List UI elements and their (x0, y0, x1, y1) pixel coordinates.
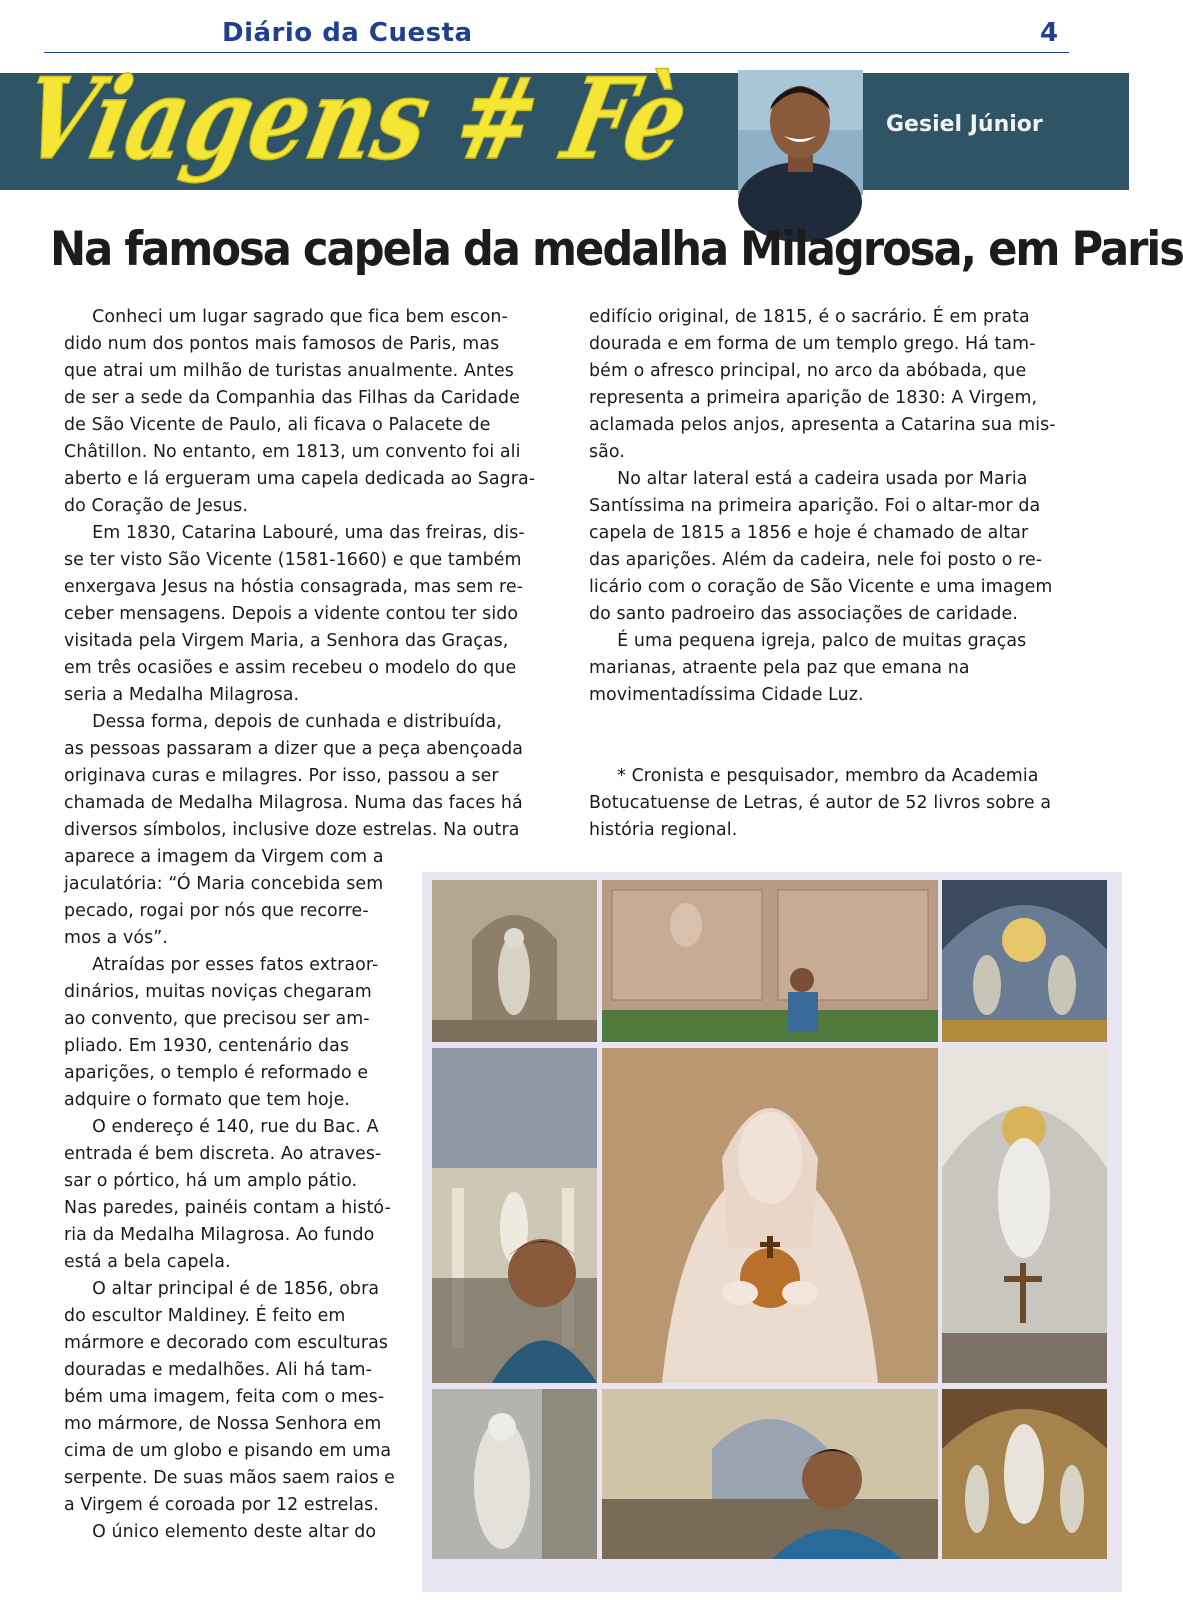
chapel-nave-selfie-photo (602, 1389, 938, 1559)
article-line: licário com o coração de São Vicente e uma imagem (589, 577, 1053, 597)
article-line: em três ocasiões e assim recebeu o modelo do que (64, 658, 517, 678)
article-line: originava curas e milagres. Por isso, passou a ser (64, 766, 499, 786)
article-line: do escultor Maldiney. É feito em (64, 1306, 346, 1326)
article-line: aberto e lá ergueram uma capela dedicada ao Sagra- (64, 469, 536, 489)
article-line (589, 709, 1079, 736)
article-line: do Coração de Jesus. (64, 496, 248, 516)
article-line: aclamada pelos anjos, apresenta a Catarina sua mis- (589, 415, 1056, 435)
chapel-interior-selfie-photo (432, 1048, 597, 1383)
article-line: douradas e medalhões. Ali há tam- (64, 1360, 372, 1380)
article-line: adquire o formato que tem hoje. (64, 1090, 351, 1110)
article-column-1 (64, 304, 544, 844)
article-line: No altar lateral está a cadeira usada por Maria (589, 469, 1028, 489)
article-line: bém o afresco principal, no arco da abóbada, que (589, 361, 1027, 381)
article-line: de São Vicente de Paulo, ali ficava o Palacete de (64, 415, 491, 435)
article-line: mo mármore, de Nossa Senhora em (64, 1414, 382, 1434)
article-line: que atrai um milhão de turistas anualmente. Antes (64, 361, 514, 381)
article-line: Nas paredes, painéis contam a histó- (64, 1198, 391, 1218)
article-line: O endereço é 140, rue du Bac. A (64, 1117, 379, 1137)
article-line: ao convento, que precisou ser am- (64, 1009, 370, 1029)
article-line: Botucatuense de Letras, é autor de 52 livros sobre a (589, 793, 1052, 813)
article-line: são. (589, 442, 625, 462)
article-line: ria da Medalha Milagrosa. Ao fundo (64, 1225, 375, 1245)
article-line: Dessa forma, depois de cunhada e distribuída, (64, 712, 502, 732)
article-line: pecado, rogai por nós que recorre- (64, 901, 369, 921)
section-logo (6, 30, 850, 220)
article-line (589, 736, 1079, 763)
article-line: * Cronista e pesquisador, membro da Academia (589, 766, 1039, 786)
headline: Na famosa capela da medalha Milagrosa, em Paris (50, 222, 1183, 277)
section-logo-text: Viagens # Fè (11, 53, 850, 185)
article-column-3 (64, 844, 424, 1546)
main-altar-photo (942, 1048, 1107, 1383)
article-line: O único elemento deste altar do (64, 1522, 377, 1542)
courtyard-panels-photo (602, 880, 938, 1042)
article-line: seria a Medalha Milagrosa. (64, 685, 300, 705)
article-line: jaculatória: “Ó Maria concebida sem (64, 874, 384, 894)
page-number: 4 (1040, 18, 1059, 48)
article-line: diversos símbolos, inclusive doze estrelas. Na outra (64, 820, 520, 840)
article-line: Conheci um lugar sagrado que fica bem escon- (64, 307, 508, 327)
article-line: visitada pela Virgem Maria, a Senhora das Graças, (64, 631, 509, 651)
article-line: É uma pequena igreja, palco de muitas graças (589, 631, 1027, 651)
article-line: Atraídas por esses fatos extraor- (64, 955, 379, 975)
dome-fresco-photo (942, 880, 1107, 1042)
article-line: dido num dos pontos mais famosos de Paris, mas (64, 334, 500, 354)
article-line: bém uma imagem, feita com o mes- (64, 1387, 385, 1407)
article-line: história regional. (589, 820, 738, 840)
article-line: entrada é bem discreta. Ao atraves- (64, 1144, 382, 1164)
article-line: serpente. De suas mãos saem raios e (64, 1468, 395, 1488)
article-line: as pessoas passaram a dizer que a peça abençoada (64, 739, 524, 759)
article-line: está a bela capela. (64, 1252, 231, 1272)
article-line: capela de 1815 a 1856 e hoje é chamado de altar (589, 523, 1029, 543)
article-line: mos a vós”. (64, 928, 168, 948)
article-line: edifício original, de 1815, é o sacrário. É em prata (589, 307, 1030, 327)
article-line: pliado. Em 1930, centenário das (64, 1036, 350, 1056)
author-name: Gesiel Júnior (886, 112, 1043, 137)
article-line: Châtillon. No entanto, em 1813, um convento foi ali (64, 442, 521, 462)
article-line: do santo padroeiro das associações de caridade. (589, 604, 1018, 624)
article-line: sar o pórtico, há um amplo pátio. (64, 1171, 358, 1191)
altar-mosaic-photo (942, 1389, 1107, 1559)
article-line: se ter visto São Vicente (1581-1660) e que também (64, 550, 522, 570)
article-line: ceber mensagens. Depois a vidente contou ter sido (64, 604, 519, 624)
author-photo (738, 70, 863, 195)
article-line: cima de um globo e pisando em uma (64, 1441, 392, 1461)
article-line: a Virgem é coroada por 12 estrelas. (64, 1495, 379, 1515)
article-line: Em 1830, Catarina Labouré, uma das freiras, dis- (64, 523, 525, 543)
article-line: enxergava Jesus na hóstia consagrada, mas sem re- (64, 577, 524, 597)
virgin-globe-statue-photo (602, 1048, 938, 1383)
article-line: chamada de Medalha Milagrosa. Numa das faces há (64, 793, 523, 813)
article-line: movimentadíssima Cidade Luz. (589, 685, 864, 705)
statue-niche-photo (432, 880, 597, 1042)
article-line: aparições, o templo é reformado e (64, 1063, 369, 1083)
article-line: marianas, atraente pela paz que emana na (589, 658, 970, 678)
article-line: dinários, muitas noviças chegaram (64, 982, 372, 1002)
article-line: mármore e decorado com esculturas (64, 1333, 389, 1353)
article-line: dourada e em forma de um templo grego. Há tam- (589, 334, 1036, 354)
photo-collage (422, 872, 1122, 1592)
newspaper-name: Diário da Cuesta (222, 18, 473, 48)
article-line: de ser a sede da Companhia das Filhas da Caridade (64, 388, 520, 408)
article-line: representa a primeira aparição de 1830: A Virgem, (589, 388, 1038, 408)
article-column-2 (589, 304, 1079, 844)
article-line: Santíssima na primeira aparição. Foi o altar-mor da (589, 496, 1041, 516)
saint-statue-photo (432, 1389, 597, 1559)
article-line: aparece a imagem da Virgem com a (64, 847, 384, 867)
article-line: das aparições. Além da cadeira, nele foi posto o re- (589, 550, 1043, 570)
article-line: O altar principal é de 1856, obra (64, 1279, 380, 1299)
